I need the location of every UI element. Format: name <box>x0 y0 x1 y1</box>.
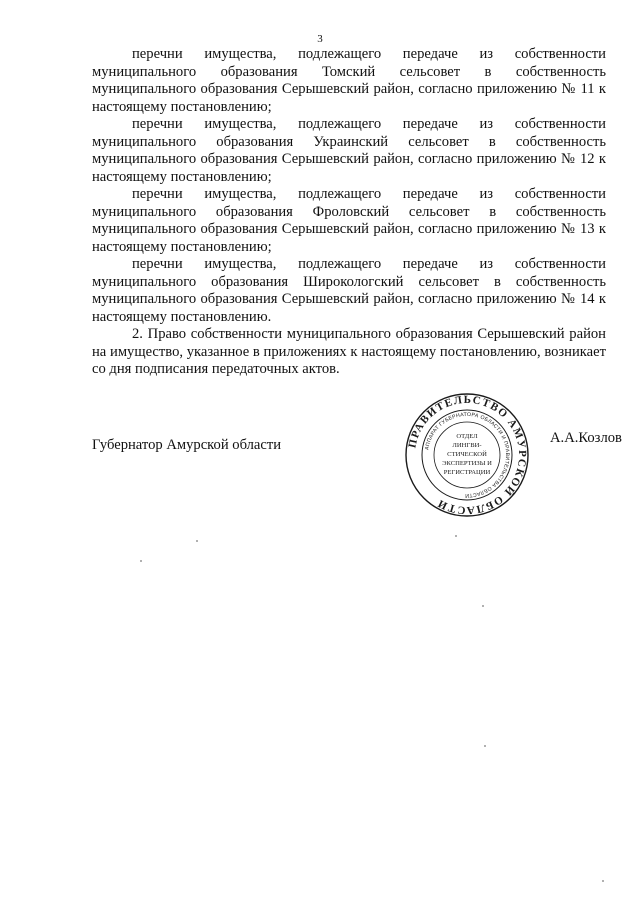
signer-title: Губернатор Амурской области <box>92 437 282 453</box>
stamp-outer-text: ПРАВИТЕЛЬСТВО АМУРСКОЙ ОБЛАСТИ <box>406 393 529 517</box>
page-number: 3 <box>317 33 323 45</box>
stamp-center-text <box>442 433 492 476</box>
stamp-inner-ring-text: АППАРАТ ГУБЕРНАТОРА ОБЛАСТИ И ПРАВИТЕЛЬСТВА ОБЛАСТИ <box>424 411 511 499</box>
stamp-center-line: РЕГИСТРАЦИИ <box>443 469 491 476</box>
scan-speck <box>482 605 484 607</box>
paragraph-shirokologsky: перечни имущества, подлежащего передаче из собственности муниципального образования Широкологский сельсовет в собственность муниципального образования Серышевский район, согласно приложению № 14 к настоящему постановлению. <box>92 256 606 325</box>
scan-speck <box>196 540 198 542</box>
document-body <box>92 46 606 379</box>
stamp-center-line: СТИЧЕСКОЙ <box>447 451 487 458</box>
scan-speck <box>455 535 457 537</box>
paragraph-ownership-right: 2. Право собственности муниципального образования Серышевский район на имущество, указанное в приложениях к настоящему постановлению, возникает со дня подписания передаточных актов. <box>92 326 606 377</box>
paragraph-tomsky: перечни имущества, подлежащего передаче из собственности муниципального образования Томский сельсовет в собственность муниципального образования Серышевский район, согласно приложению № 11 к настоящему постановлению; <box>92 46 606 115</box>
official-stamp <box>404 392 530 518</box>
signature-block <box>92 392 622 522</box>
stamp-center-line: ЛИНГВИ- <box>452 442 482 449</box>
signer-name: А.А.Козлов <box>550 430 622 446</box>
paragraph-frolovsky: перечни имущества, подлежащего передаче из собственности муниципального образования Фроловский сельсовет в собственность муниципального образования Серышевский район, согласно приложению № 13 к настоящему постановлению; <box>92 186 606 255</box>
scan-speck <box>484 745 486 747</box>
scan-speck <box>140 560 142 562</box>
paragraph-ukrainsky: перечни имущества, подлежащего передаче из собственности муниципального образования Украинский сельсовет в собственность муниципального образования Серышевский район, согласно приложению № 12 к настоящему постановлению; <box>92 116 606 185</box>
scan-speck <box>602 880 604 882</box>
stamp-center-line: ЭКСПЕРТИЗЫ И <box>442 460 492 467</box>
stamp-center-line: ОТДЕЛ <box>456 433 478 440</box>
